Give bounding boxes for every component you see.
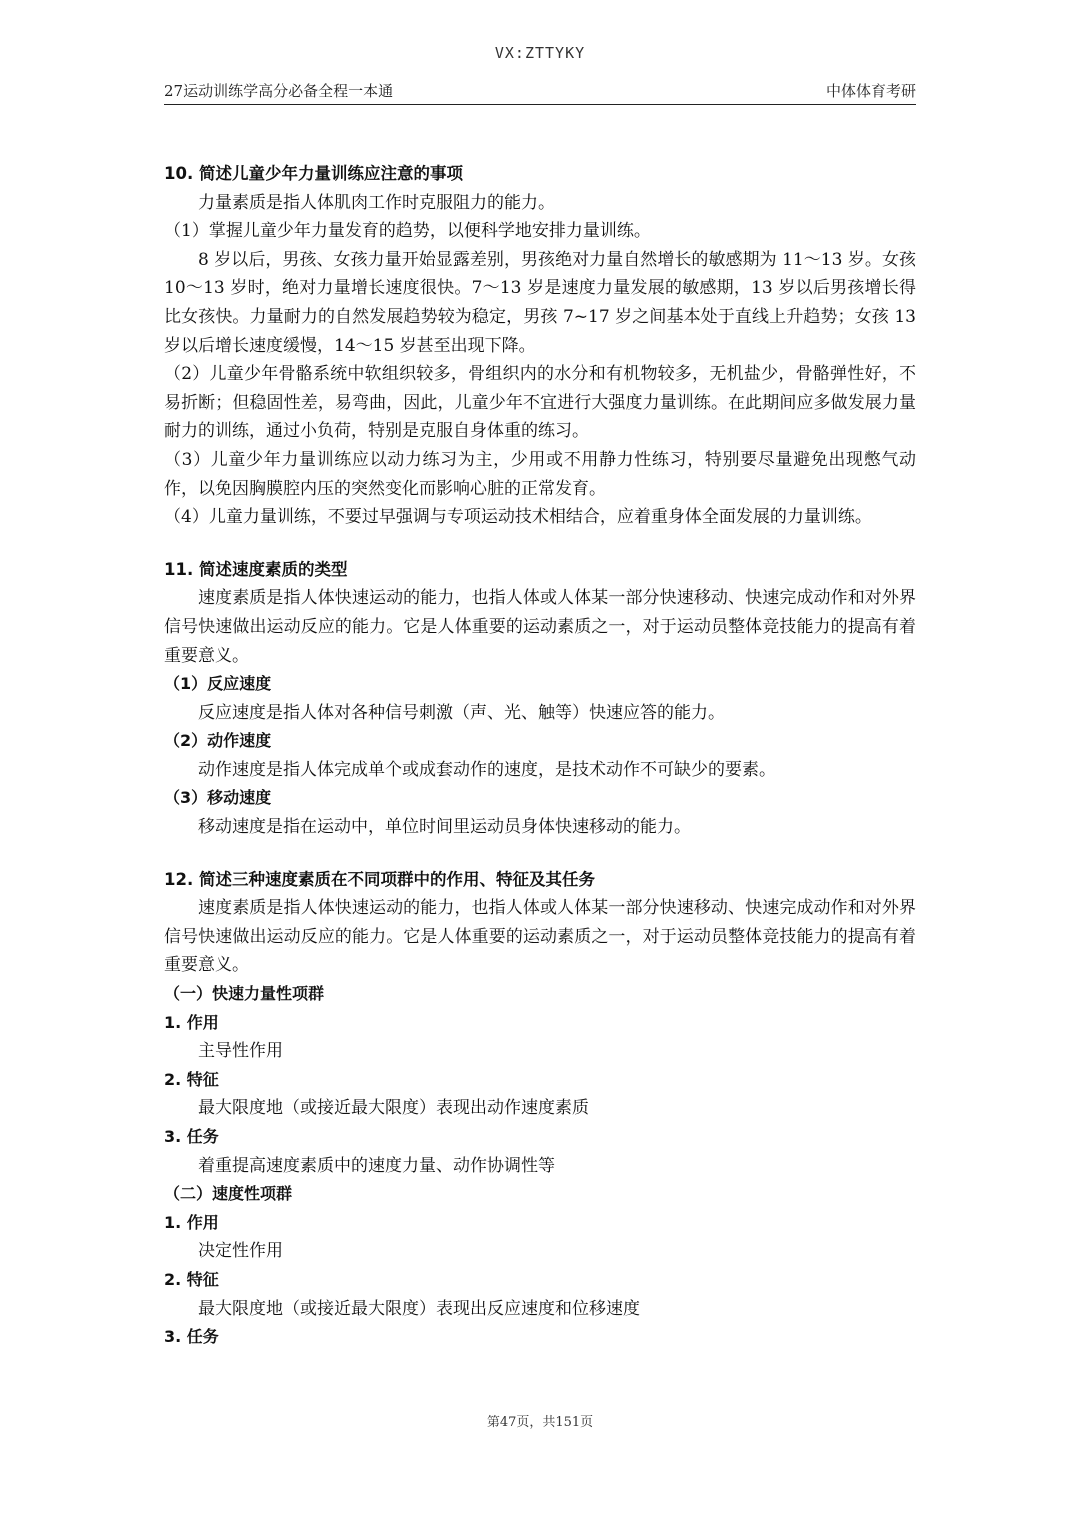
- question-heading: 10. 简述儿童少年力量训练应注意的事项: [164, 164, 463, 183]
- subheading: 3. 任务: [164, 1127, 219, 1146]
- paragraph: 决定性作用: [198, 1241, 283, 1262]
- paragraph: 速度素质是指人体快速运动的能力，也指人体或人体某一部分快速移动、快速完成动作和对外界信号快速做出运动反应的能力。它是人体重要的运动素质之一，对于运动员整体竞技能力的提高有着重要意义。: [164, 898, 916, 976]
- paragraph: 移动速度是指在运动中，单位时间里运动员身体快速移动的能力。: [198, 817, 691, 838]
- question-section: [164, 160, 916, 532]
- paragraph: 力量素质是指人体肌肉工作时克服阻力的能力。: [198, 192, 555, 213]
- page-content: [164, 160, 916, 1376]
- subheading: （1）反应速度: [164, 674, 272, 694]
- subheading: 2. 特征: [164, 1269, 219, 1289]
- question-heading: 12. 简述三种速度素质在不同项群中的作用、特征及其任务: [164, 869, 595, 889]
- question-section: [164, 556, 916, 842]
- subheading: （2）动作速度: [164, 731, 272, 751]
- paragraph: 速度素质是指人体快速运动的能力，也指人体或人体某一部分快速移动、快速完成动作和对外界信号快速做出运动反应的能力。它是人体重要的运动素质之一，对于运动员整体竞技能力的提高有着重要意义。: [164, 588, 916, 666]
- subheading: 2. 特征: [164, 1069, 219, 1089]
- numbered-point: （3）儿童少年力量训练应以动力练习为主，少用或不用静力性练习，特别要尽量避免出现憋气动作，以免因胸膜腔内压的突然变化而影响心脏的正常发育。: [164, 449, 916, 499]
- page-number: 第47页，共151页: [486, 1415, 594, 1430]
- numbered-point: （4）儿童力量训练，不要过早强调与专项运动技术相结合，应着重身体全面发展的力量训练。: [164, 507, 872, 528]
- numbered-point: （1）掌握儿童少年力量发育的趋势，以便科学地安排力量训练。: [164, 221, 651, 242]
- paragraph: 8 岁以后，男孩、女孩力量开始显露差别，男孩绝对力量自然增长的敏感期为 11～13 岁。女孩 10～13 岁时，绝对力量增长速度很快。7～13 岁是速度力量发展的敏感期，13 岁以后男孩增长得比女孩快。力量耐力的自然发展趋势较为稳定，男孩 7~17 岁之间基本处于直线上升趋势；女孩 13 岁以后增长速度缓慢，14～15 岁甚至出现下降。: [164, 249, 916, 356]
- running-header: [164, 78, 916, 105]
- subheading: 1. 作用: [164, 1212, 219, 1232]
- subheading: （3）移动速度: [164, 788, 272, 808]
- publisher-name: 中体体育考研: [825, 82, 916, 100]
- paragraph: 动作速度是指人体完成单个或成套动作的速度，是技术动作不可缺少的要素。: [198, 759, 776, 780]
- paragraph: 反应速度是指人体对各种信号刺激（声、光、触等）快速应答的能力。: [198, 702, 725, 723]
- subheading: 1. 作用: [164, 1012, 219, 1032]
- watermark-text: VX:ZTTYKY: [494, 44, 586, 62]
- paragraph: 主导性作用: [198, 1041, 283, 1062]
- book-title: 27运动训练学高分必备全程一本通: [164, 82, 394, 100]
- question-heading: 11. 简述速度素质的类型: [164, 559, 348, 579]
- numbered-point: （2）儿童少年骨骼系统中软组织较多，骨组织内的水分和有机物较多，无机盐少，骨骼弹性好，不易折断；但稳固性差，易弯曲，因此，儿童少年不宜进行大强度力量训练。在此期间应多做发展力量耐力的训练，通过小负荷，特别是克服自身体重的练习。: [164, 364, 916, 442]
- paragraph: 最大限度地（或接近最大限度）表现出反应速度和位移速度: [198, 1298, 640, 1319]
- subheading: （一）快速力量性项群: [164, 984, 325, 1004]
- question-section: [164, 866, 916, 1352]
- subheading: （二）速度性项群: [164, 1184, 293, 1204]
- subheading: 3. 任务: [164, 1327, 219, 1347]
- paragraph: 最大限度地（或接近最大限度）表现出动作速度素质: [198, 1098, 589, 1119]
- paragraph: 着重提高速度素质中的速度力量、动作协调性等: [198, 1155, 555, 1176]
